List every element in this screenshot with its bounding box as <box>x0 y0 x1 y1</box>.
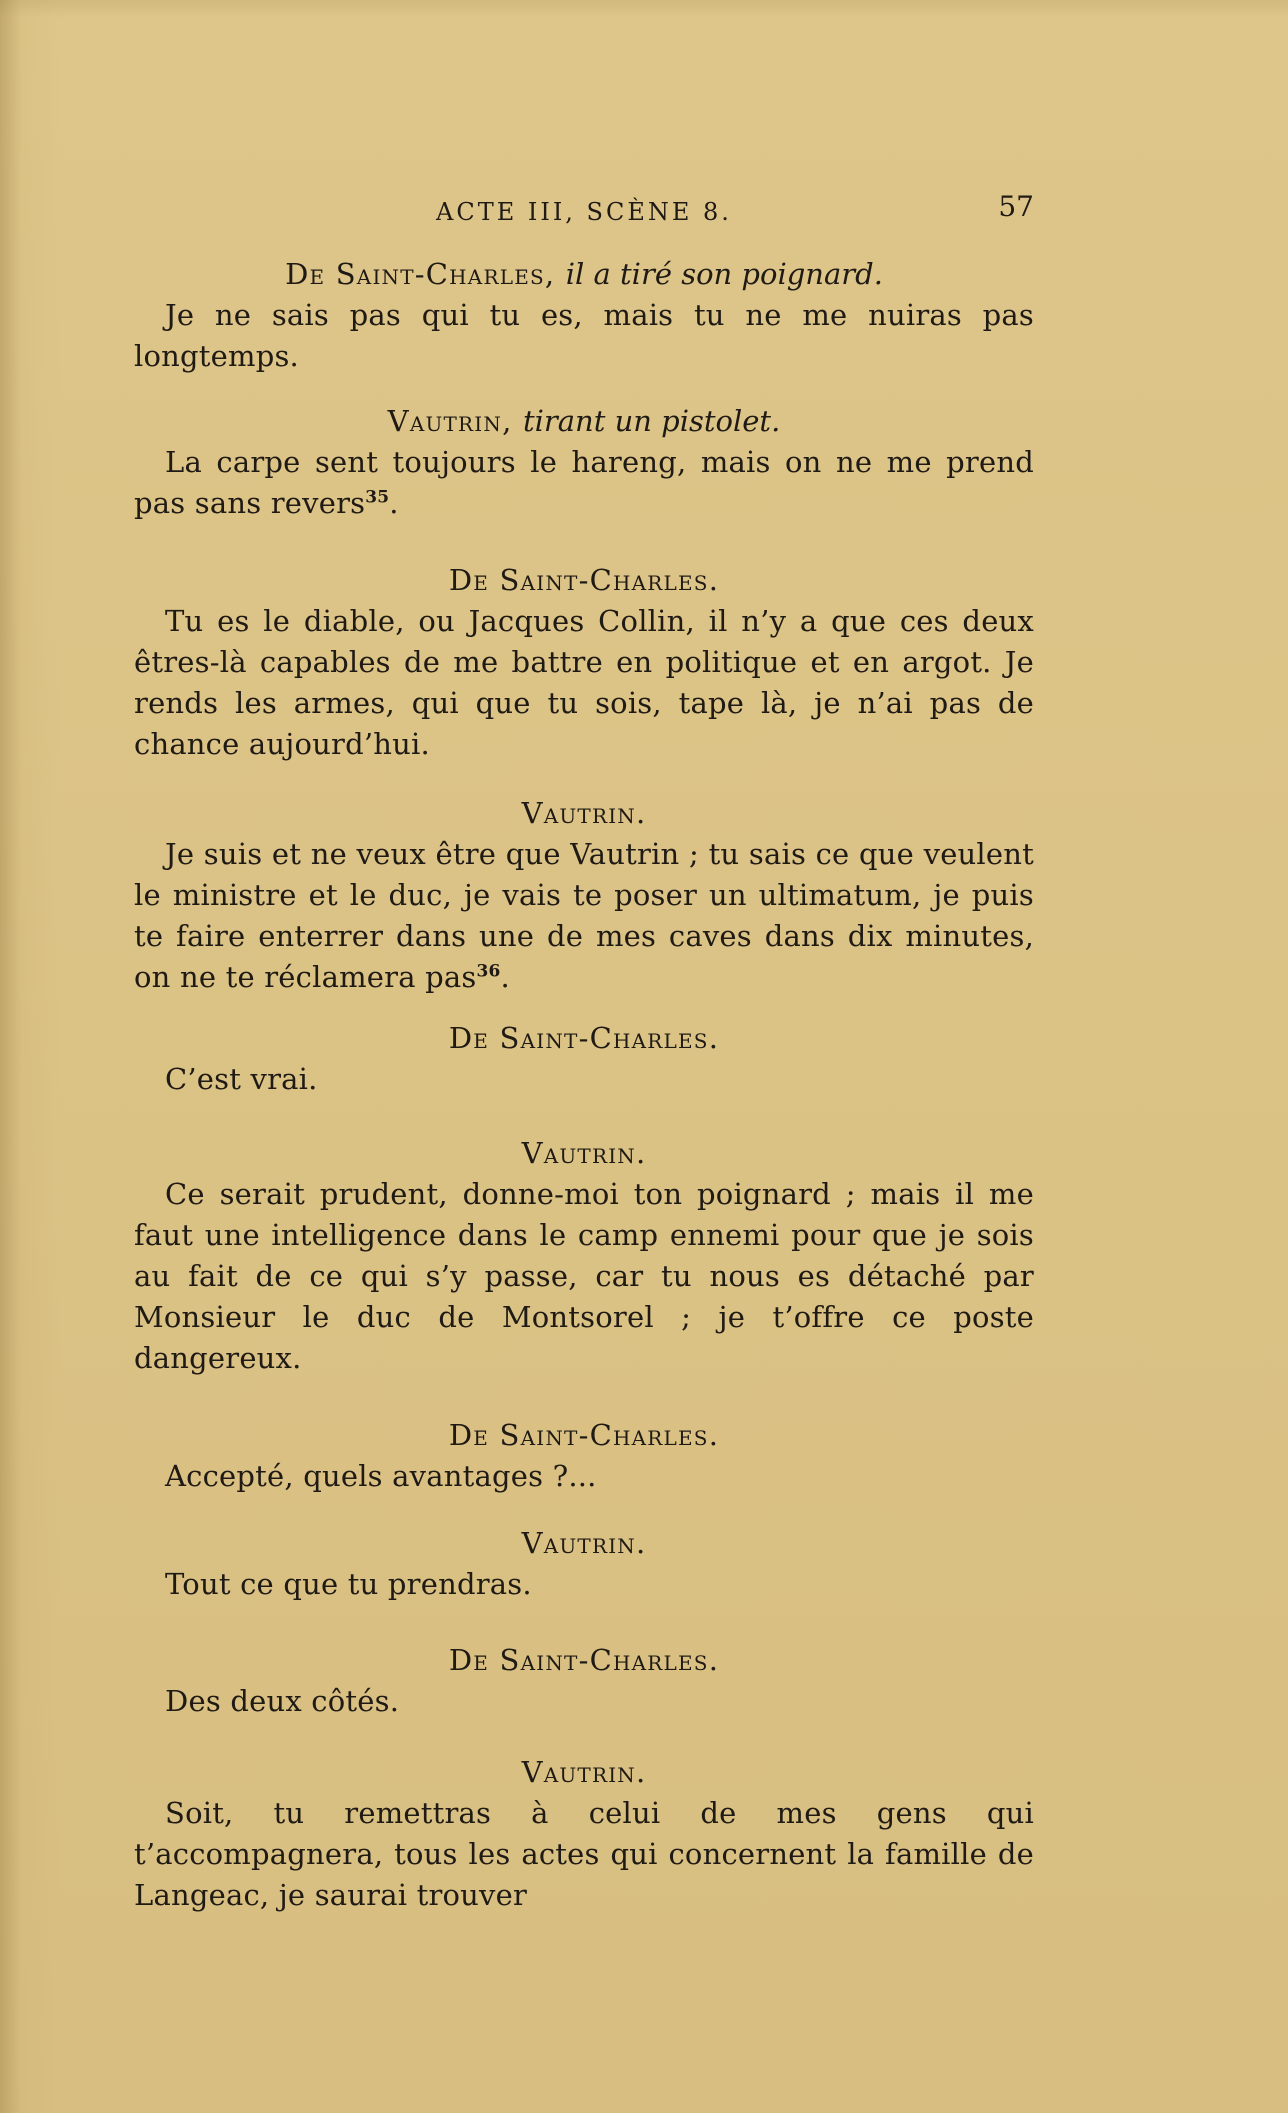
speech-block <box>134 1752 1034 1916</box>
spacer <box>134 524 1034 560</box>
stage-direction: tirant un pistolet. <box>522 404 781 438</box>
speaker-heading <box>134 1523 1034 1564</box>
spacer <box>134 998 1034 1018</box>
speaker-heading <box>134 254 1034 295</box>
paper-left-shadow <box>0 0 22 2113</box>
spacer <box>134 1605 1034 1640</box>
dialogue-punctuation: . <box>389 486 399 520</box>
dialogue-paragraph: Tout ce que tu prendras. <box>165 1567 532 1601</box>
dialogue-paragraph <box>134 442 1034 524</box>
stage-direction: il a tiré son poignard. <box>565 257 883 291</box>
speaker-name: De Saint-Charles. <box>448 1643 720 1677</box>
speaker-heading <box>134 401 1034 442</box>
speaker-name: De Saint-Charles. <box>448 1021 720 1055</box>
dialogue-paragraph: Des deux côtés. <box>165 1684 400 1718</box>
spacer <box>134 765 1034 793</box>
speech-block <box>134 1415 1034 1497</box>
speaker-name: Vautrin. <box>521 796 647 830</box>
spacer <box>134 1379 1034 1415</box>
paper-top-shadow <box>0 0 1288 18</box>
speaker-heading <box>134 1018 1034 1059</box>
footnote-reference: 35 <box>365 487 390 508</box>
speech-block <box>134 1523 1034 1605</box>
speaker-heading <box>134 560 1034 601</box>
dialogue-paragraph <box>134 834 1034 998</box>
dialogue-paragraph: C’est vrai. <box>165 1062 318 1096</box>
speech-block <box>134 1640 1034 1722</box>
speaker-name: De Saint-Charles. <box>448 563 720 597</box>
page-number: 57 <box>998 190 1034 223</box>
spacer <box>134 1497 1034 1523</box>
dialogue-paragraph: Tu es le diable, ou Jacques Collin, il n’y a que ces deux êtres-là capables de me battre en politique et en argot. Je rends les armes, qui que tu sois, tape là, je n’ai pas de chance aujourd’hui. <box>134 604 1034 761</box>
dialogue-paragraph: Soit, tu remettras à celui de mes gens qui t’accompagnera, tous les actes qui concernent la famille de Langeac, je saurai trouver <box>134 1796 1034 1912</box>
dialogue-text: Je suis et ne veux être que Vautrin ; tu sais ce que veulent le ministre et le duc, je vais te poser un ultimatum, je puis te faire enterrer dans une de mes caves dans dix minutes, on ne te réclamera pas <box>134 837 1034 994</box>
speaker-name: De Saint-Charles, <box>285 257 556 291</box>
page-header <box>134 184 1034 232</box>
speech-block <box>134 401 1034 524</box>
speech-block <box>134 793 1034 998</box>
dialogue-paragraph: Ce serait prudent, donne-moi ton poignard ; mais il me faut une intelligence dans le camp ennemi pour que je sois au fait de ce qui s’y passe, car tu nous es détaché par Monsieur le duc de Montsorel ; je t’offre ce poste dangereux. <box>134 1177 1034 1375</box>
footnote-reference: 36 <box>476 961 501 982</box>
speaker-name: De Saint-Charles. <box>448 1418 720 1452</box>
page-text-block <box>134 184 1034 1916</box>
speaker-heading <box>134 793 1034 834</box>
dialogue-paragraph: Je ne sais pas qui tu es, mais tu ne me nuiras pas longtemps. <box>134 298 1034 373</box>
speaker-name: Vautrin, <box>387 404 513 438</box>
spacer <box>134 1722 1034 1752</box>
speech-block <box>134 254 1034 377</box>
spacer <box>134 377 1034 401</box>
speech-block <box>134 1018 1034 1100</box>
dialogue-text: La carpe sent toujours le hareng, mais on ne me prend pas sans revers <box>134 445 1034 520</box>
spacer <box>134 1100 1034 1133</box>
speech-block <box>134 1133 1034 1379</box>
speaker-heading <box>134 1415 1034 1456</box>
speaker-heading <box>134 1640 1034 1681</box>
speaker-heading <box>134 1133 1034 1174</box>
speaker-name: Vautrin. <box>521 1526 647 1560</box>
dialogue-paragraph: Accepté, quels avantages ?... <box>165 1459 597 1493</box>
running-head: ACTE III, SCÈNE 8. <box>436 198 732 226</box>
speaker-heading <box>134 1752 1034 1793</box>
speaker-name: Vautrin. <box>521 1136 647 1170</box>
speech-block <box>134 560 1034 765</box>
dialogue-punctuation: . <box>500 960 510 994</box>
speaker-name: Vautrin. <box>521 1755 647 1789</box>
